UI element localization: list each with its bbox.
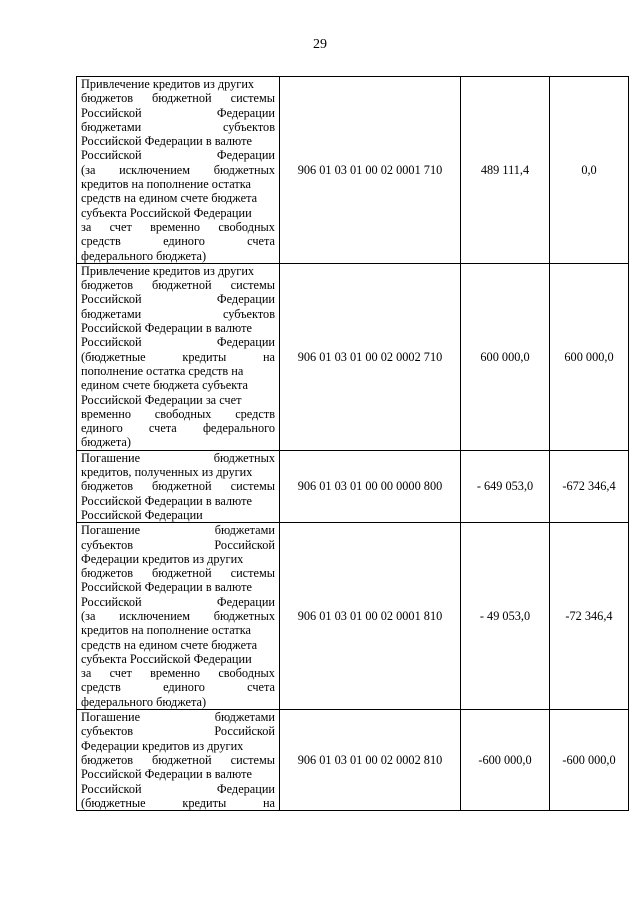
description-word: бюджетных <box>213 450 275 465</box>
description-word: Федерации <box>216 781 275 796</box>
table-row <box>77 710 629 811</box>
description-word: Российской <box>81 292 142 307</box>
description-word: Привлечение кредитов из других <box>81 263 255 278</box>
description-word: единого <box>81 421 123 436</box>
description-line <box>81 695 275 709</box>
row-budget-code: 906 01 03 01 00 00 0000 800 <box>280 450 461 522</box>
description-word: Федерации <box>216 292 275 307</box>
description-line <box>81 234 275 248</box>
description-word: за <box>81 666 92 681</box>
description-line <box>81 623 275 637</box>
description-word: временно <box>81 406 131 421</box>
description-word: средств <box>81 234 121 249</box>
description-line <box>81 595 275 609</box>
description-word: Российской Федерации в валюте <box>81 134 252 149</box>
description-word: федерального <box>202 421 275 436</box>
description-word: временно <box>150 666 201 681</box>
description-word: единого <box>163 234 205 249</box>
description-line <box>81 739 275 753</box>
description-word: бюджетных <box>213 162 275 177</box>
description-line <box>81 120 275 134</box>
description-word: (бюджетные <box>81 795 146 810</box>
description-word: Российской <box>81 148 142 163</box>
description-word: кредиты <box>182 795 227 810</box>
description-word: Российской Федерации в валюте <box>81 493 252 508</box>
description-line <box>81 307 275 321</box>
row-value-year1: - 649 053,0 <box>461 450 550 522</box>
description-word: бюджетной <box>152 566 212 581</box>
description-word: бюджетами <box>81 306 142 321</box>
row-value-year1: 600 000,0 <box>461 263 550 450</box>
description-word: бюджетов <box>81 752 134 767</box>
description-line <box>81 767 275 781</box>
description-word: Федерации кредитов из других <box>81 738 244 753</box>
description-word: Российской Федерации в валюте <box>81 580 252 595</box>
description-line <box>81 451 275 465</box>
description-word: Российской <box>81 594 142 609</box>
description-word: бюджетов <box>81 91 134 106</box>
description-line <box>81 782 275 796</box>
row-budget-code: 906 01 03 01 00 02 0001 810 <box>280 523 461 710</box>
description-word: Погашение <box>81 450 141 465</box>
description-word: на <box>262 795 275 810</box>
row-value-year1: - 49 053,0 <box>461 523 550 710</box>
description-word: (бюджетные <box>81 349 146 364</box>
description-line <box>81 753 275 767</box>
description-word: системы <box>230 752 275 767</box>
description-word: Российской Федерации в валюте <box>81 321 252 336</box>
page-number: 29 <box>313 37 327 52</box>
description-word: Российской <box>81 781 142 796</box>
description-line <box>81 191 275 205</box>
description-word: бюджета) <box>81 435 131 450</box>
description-word: средств <box>81 680 121 695</box>
description-line <box>81 580 275 594</box>
table-row <box>77 523 629 710</box>
description-word: субъектов <box>81 537 134 552</box>
description-word: (за <box>81 162 96 177</box>
table-row <box>77 450 629 522</box>
description-word: Федерации <box>216 335 275 350</box>
description-line <box>81 724 275 738</box>
description-line <box>81 91 275 105</box>
description-line <box>81 552 275 566</box>
description-word: счета <box>247 680 275 695</box>
row-value-year2: 0,0 <box>550 77 629 264</box>
description-word: исключением <box>119 608 191 623</box>
description-word: системы <box>230 479 275 494</box>
description-word: бюджетов <box>81 278 134 293</box>
description-word: счет <box>109 219 132 234</box>
description-word: Российской Федерации <box>81 507 203 522</box>
description-word: бюджетами <box>214 523 275 538</box>
description-word: Погашение <box>81 523 141 538</box>
table-row <box>77 263 629 450</box>
description-word: субъектов <box>222 119 275 134</box>
description-line <box>81 609 275 623</box>
description-word: Федерации кредитов из других <box>81 551 244 566</box>
row-description <box>77 450 280 522</box>
row-value-year2: -72 346,4 <box>550 523 629 710</box>
description-line <box>81 350 275 364</box>
description-line <box>81 220 275 234</box>
description-line <box>81 163 275 177</box>
description-line <box>81 206 275 220</box>
description-word: за <box>81 219 92 234</box>
description-word: системы <box>230 91 275 106</box>
description-word: Российской Федерации за счет <box>81 392 242 407</box>
description-line <box>81 106 275 120</box>
description-word: пополнение остатка средств на <box>81 363 244 378</box>
description-word: Федерации <box>216 105 275 120</box>
description-line <box>81 134 275 148</box>
description-line <box>81 538 275 552</box>
description-word: субъектов <box>81 724 134 739</box>
description-word: счета <box>148 421 177 436</box>
description-word: кредитов, полученных из других <box>81 465 253 480</box>
row-value-year2: -600 000,0 <box>550 710 629 811</box>
description-word: бюджетов <box>81 479 134 494</box>
description-word: Российской <box>214 724 275 739</box>
description-line <box>81 292 275 306</box>
description-line <box>81 523 275 537</box>
description-word: средств на едином счете бюджета <box>81 191 258 206</box>
description-line <box>81 638 275 652</box>
description-word: бюджетов <box>81 566 134 581</box>
description-line <box>81 796 275 810</box>
description-word: Российской <box>81 105 142 120</box>
row-description <box>77 263 280 450</box>
description-word: Российской Федерации в валюте <box>81 767 252 782</box>
description-line <box>81 508 275 522</box>
description-line <box>81 435 275 449</box>
description-word: бюджетной <box>152 278 212 293</box>
description-word: субъекта Российской Федерации <box>81 205 252 220</box>
row-value-year1: -600 000,0 <box>461 710 550 811</box>
description-line <box>81 278 275 292</box>
description-word: единого <box>163 680 205 695</box>
description-word: (за <box>81 608 96 623</box>
description-word: системы <box>230 278 275 293</box>
description-line <box>81 494 275 508</box>
description-line <box>81 465 275 479</box>
description-word: свободных <box>218 666 275 681</box>
row-description <box>77 710 280 811</box>
description-word: кредиты <box>182 349 227 364</box>
description-word: кредитов на пополнение остатка <box>81 623 251 638</box>
description-word: временно <box>150 219 201 234</box>
description-line <box>81 393 275 407</box>
description-word: счет <box>109 666 132 681</box>
row-budget-code: 906 01 03 01 00 02 0002 810 <box>280 710 461 811</box>
description-word: средств <box>235 406 275 421</box>
description-word: бюджетной <box>152 479 212 494</box>
description-word: субъекта Российской Федерации <box>81 651 252 666</box>
row-description <box>77 523 280 710</box>
row-value-year2: -672 346,4 <box>550 450 629 522</box>
description-line <box>81 77 275 91</box>
description-line <box>81 264 275 278</box>
description-line <box>81 710 275 724</box>
description-word: исключением <box>119 162 191 177</box>
description-line <box>81 335 275 349</box>
description-word: Погашение <box>81 710 141 725</box>
description-line <box>81 680 275 694</box>
budget-sources-table <box>76 76 629 811</box>
description-word: свободных <box>218 219 275 234</box>
description-line <box>81 566 275 580</box>
description-word: свободных <box>154 406 212 421</box>
description-word: Российской <box>214 537 275 552</box>
description-word: федерального бюджета) <box>81 248 207 263</box>
description-word: едином счете бюджета субъекта <box>81 378 249 393</box>
description-word: кредитов на пополнение остатка <box>81 177 251 192</box>
description-word: счета <box>247 234 275 249</box>
description-word: бюджетной <box>152 752 212 767</box>
description-line <box>81 652 275 666</box>
description-word: бюджетных <box>213 608 275 623</box>
row-budget-code: 906 01 03 01 00 02 0001 710 <box>280 77 461 264</box>
description-word: бюджетами <box>81 119 142 134</box>
row-budget-code: 906 01 03 01 00 02 0002 710 <box>280 263 461 450</box>
description-line <box>81 321 275 335</box>
description-word: системы <box>230 566 275 581</box>
row-value-year1: 489 111,4 <box>461 77 550 264</box>
description-word: Привлечение кредитов из других <box>81 77 255 91</box>
description-line <box>81 666 275 680</box>
description-line <box>81 177 275 191</box>
description-word: бюджетами <box>214 710 275 725</box>
description-line <box>81 479 275 493</box>
description-word: федерального бюджета) <box>81 694 207 709</box>
description-word: Федерации <box>216 594 275 609</box>
table-row <box>77 77 629 264</box>
description-word: средств на едином счете бюджета <box>81 637 258 652</box>
description-line <box>81 249 275 263</box>
description-line <box>81 407 275 421</box>
description-line <box>81 364 275 378</box>
description-word: субъектов <box>222 306 275 321</box>
description-line <box>81 378 275 392</box>
description-word: Федерации <box>216 148 275 163</box>
description-word: на <box>262 349 275 364</box>
row-value-year2: 600 000,0 <box>550 263 629 450</box>
description-word: Российской <box>81 335 142 350</box>
description-line <box>81 421 275 435</box>
description-word: бюджетной <box>152 91 212 106</box>
row-description <box>77 77 280 264</box>
description-line <box>81 148 275 162</box>
